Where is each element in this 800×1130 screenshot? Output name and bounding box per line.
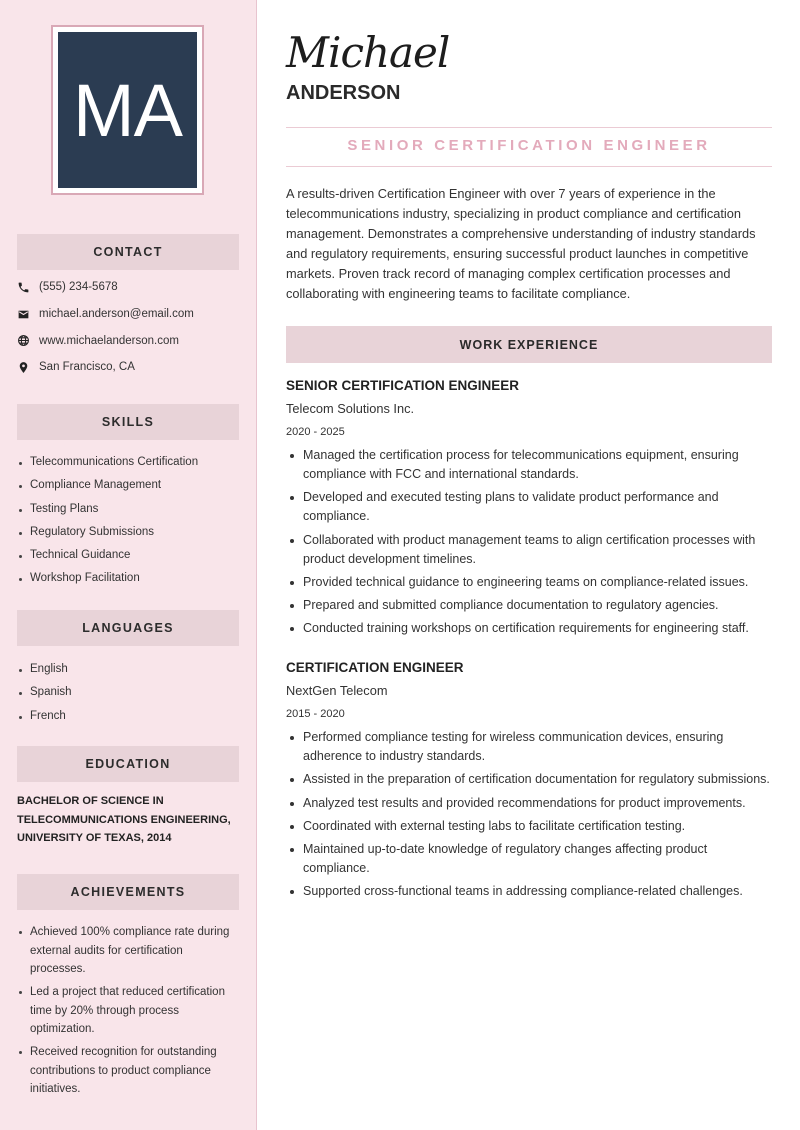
job-bullet: Provided technical guidance to engineering teams on compliance-related issues. [286, 573, 772, 592]
first-name: Michael [286, 28, 450, 77]
job-entry [286, 377, 772, 643]
globe-icon [17, 334, 30, 347]
email-text[interactable]: michael.anderson@email.com [39, 308, 194, 321]
skills-heading: SKILLS [17, 404, 239, 440]
job-bullets [286, 446, 772, 638]
job-title: SENIOR CERTIFICATION ENGINEER [286, 378, 520, 393]
job-bullet: Supported cross-functional teams in addressing compliance-related challenges. [286, 882, 772, 901]
summary: A results-driven Certification Engineer with over 7 years of experience in the telecommunications industry, specializing in product compliance and certification management. Demonstrates a comprehensive understanding of industry standards and regulatory requirements, ensuring successful product launches in competitive markets. Proven track record of managing complex certification processes and collaborating with engineering teams to facilitate compliance. [286, 186, 756, 302]
avatar-frame [51, 25, 204, 195]
job-company: NextGen Telecom [286, 683, 388, 698]
job-title: CERTIFICATION ENGINEER [286, 660, 464, 675]
job-bullet: Developed and executed testing plans to validate product performance and compliance. [286, 488, 772, 526]
job-bullet: Maintained up-to-date knowledge of regulatory changes affecting product compliance. [286, 840, 772, 878]
skill-item: Workshop Facilitation [17, 570, 239, 593]
achievement-item: Received recognition for outstanding contributions to product compliance initiatives. [17, 1043, 239, 1099]
location-pin-icon [17, 361, 30, 374]
job-dates: 2015 - 2020 [286, 708, 345, 720]
contact-email [17, 301, 242, 328]
achievement-item: Achieved 100% compliance rate during external audits for certification processes. [17, 923, 239, 979]
skill-item: Telecommunications Certification [17, 454, 239, 477]
website-text[interactable]: www.michaelanderson.com [39, 334, 179, 347]
divider [286, 166, 772, 167]
avatar-initials: MA [58, 32, 197, 188]
job-bullet: Conducted training workshops on certification requirements for engineering staff. [286, 619, 772, 638]
language-item: French [17, 708, 239, 731]
job-entry [286, 659, 772, 906]
divider [286, 127, 772, 128]
job-bullet: Coordinated with external testing labs to facilitate certification testing. [286, 817, 772, 836]
job-title-banner: SENIOR CERTIFICATION ENGINEER [347, 137, 711, 154]
email-icon [17, 308, 30, 321]
achievements-heading: ACHIEVEMENTS [17, 874, 239, 910]
job-bullet: Collaborated with product management teams to align certification processes with product development timelines. [286, 531, 772, 569]
education-heading: EDUCATION [17, 746, 239, 782]
skill-item: Regulatory Submissions [17, 524, 239, 547]
job-bullet: Performed compliance testing for wireless communication devices, ensuring adherence to industry standards. [286, 728, 772, 766]
work-experience-heading: WORK EXPERIENCE [286, 326, 772, 363]
education-text: BACHELOR OF SCIENCE IN TELECOMMUNICATIONS ENGINEERING, UNIVERSITY OF TEXAS, 2014 [17, 795, 231, 844]
contact-location [17, 354, 242, 381]
last-name: ANDERSON [286, 82, 401, 104]
location-text: San Francisco, CA [39, 361, 135, 374]
job-bullets [286, 728, 772, 901]
languages-list [17, 661, 239, 731]
skill-item: Compliance Management [17, 477, 239, 500]
languages-heading: LANGUAGES [17, 610, 239, 646]
job-dates: 2020 - 2025 [286, 426, 345, 438]
job-bullet: Assisted in the preparation of certification documentation for regulatory submissions. [286, 770, 772, 789]
language-item: Spanish [17, 684, 239, 707]
sidebar [0, 0, 257, 1130]
contact-heading: CONTACT [17, 234, 239, 270]
job-bullet: Managed the certification process for telecommunications equipment, ensuring compliance with FCC and international standards. [286, 446, 772, 484]
language-item: English [17, 661, 239, 684]
contact-website [17, 327, 242, 354]
job-bullet: Analyzed test results and provided recommendations for product improvements. [286, 794, 772, 813]
skill-item: Technical Guidance [17, 547, 239, 570]
achievements-list [17, 923, 239, 1103]
job-company: Telecom Solutions Inc. [286, 401, 415, 416]
contact-list [17, 274, 242, 381]
skill-item: Testing Plans [17, 501, 239, 524]
phone-text: (555) 234-5678 [39, 281, 118, 294]
achievement-item: Led a project that reduced certification time by 20% through process optimization. [17, 983, 239, 1039]
job-bullet: Prepared and submitted compliance documentation to regulatory agencies. [286, 596, 772, 615]
contact-phone [17, 274, 242, 301]
phone-icon [17, 281, 30, 294]
skills-list [17, 454, 239, 594]
